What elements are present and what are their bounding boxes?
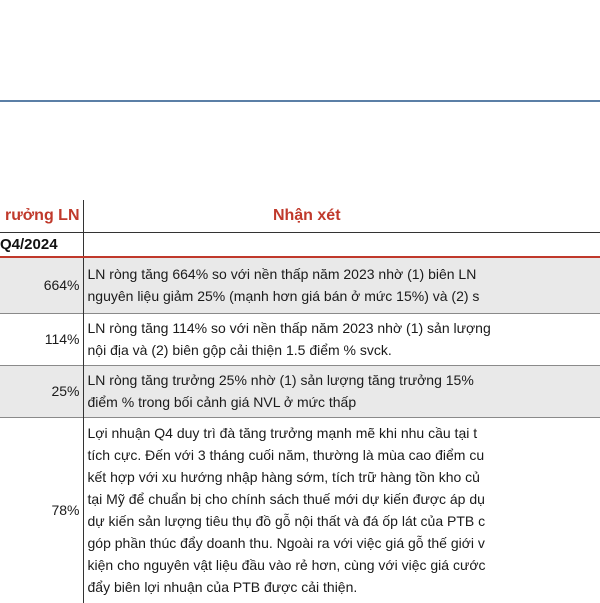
- comment-line: tại Mỹ để chuẩn bị cho chính sách thuế mới dự kiến được áp dụ: [88, 488, 600, 510]
- subheader-period: Q4/2024: [0, 232, 83, 257]
- comment-line: Lợi nhuận Q4 duy trì đà tăng trưởng mạnh mẽ khi nhu cầu tại t: [88, 422, 600, 444]
- table-header-row: [0, 200, 600, 232]
- comment-line: đẩy biên lợi nhuận của PTB được cải thiện.: [88, 576, 600, 598]
- growth-value: 78%: [0, 417, 83, 603]
- table-row: [0, 365, 600, 417]
- comment-cell: [83, 417, 600, 603]
- profit-growth-table: [0, 200, 600, 603]
- comment-cell: [83, 257, 600, 313]
- comment-line: góp phần thúc đẩy doanh thu. Ngoài ra với việc giá gỗ thế giới v: [88, 532, 600, 554]
- comment-line: tích cực. Đến với 3 tháng cuối năm, thường là mùa cao điểm cu: [88, 444, 600, 466]
- top-divider-line: [0, 100, 600, 102]
- table-row: [0, 417, 600, 603]
- header-profit-growth: rưởng LN: [0, 200, 83, 232]
- subheader-empty: [83, 232, 600, 257]
- comment-line: LN ròng tăng 114% so với nền thấp năm 2023 nhờ (1) sản lượng: [88, 317, 600, 339]
- comment-line: nguyên liệu giảm 25% (mạnh hơn giá bán ở mức 15%) và (2) s: [88, 285, 600, 307]
- growth-value: 664%: [0, 257, 83, 313]
- comment-line: LN ròng tăng trưởng 25% nhờ (1) sản lượng tăng trưởng 15%: [88, 369, 600, 391]
- comment-line: kết hợp với xu hướng nhập hàng sớm, tích trữ hàng tồn kho củ: [88, 466, 600, 488]
- comment-cell: [83, 313, 600, 365]
- table-subheader-row: [0, 232, 600, 257]
- growth-value: 25%: [0, 365, 83, 417]
- table-row: [0, 313, 600, 365]
- comment-line: điểm % trong bối cảnh giá NVL ở mức thấp: [88, 391, 600, 413]
- growth-value: 114%: [0, 313, 83, 365]
- comment-line: dự kiến sản lượng tiêu thụ đồ gỗ nội thất và đá ốp lát của PTB c: [88, 510, 600, 532]
- header-comment: Nhận xét: [83, 200, 600, 232]
- comment-cell: [83, 365, 600, 417]
- comment-line: nội địa và (2) biên gộp cải thiện 1.5 điểm % svck.: [88, 339, 600, 361]
- table-row: [0, 257, 600, 313]
- comment-line: kiện cho nguyên vật liệu đầu vào rẻ hơn, cùng với việc giá cước: [88, 554, 600, 576]
- comment-line: LN ròng tăng 664% so với nền thấp năm 2023 nhờ (1) biên LN: [88, 263, 600, 285]
